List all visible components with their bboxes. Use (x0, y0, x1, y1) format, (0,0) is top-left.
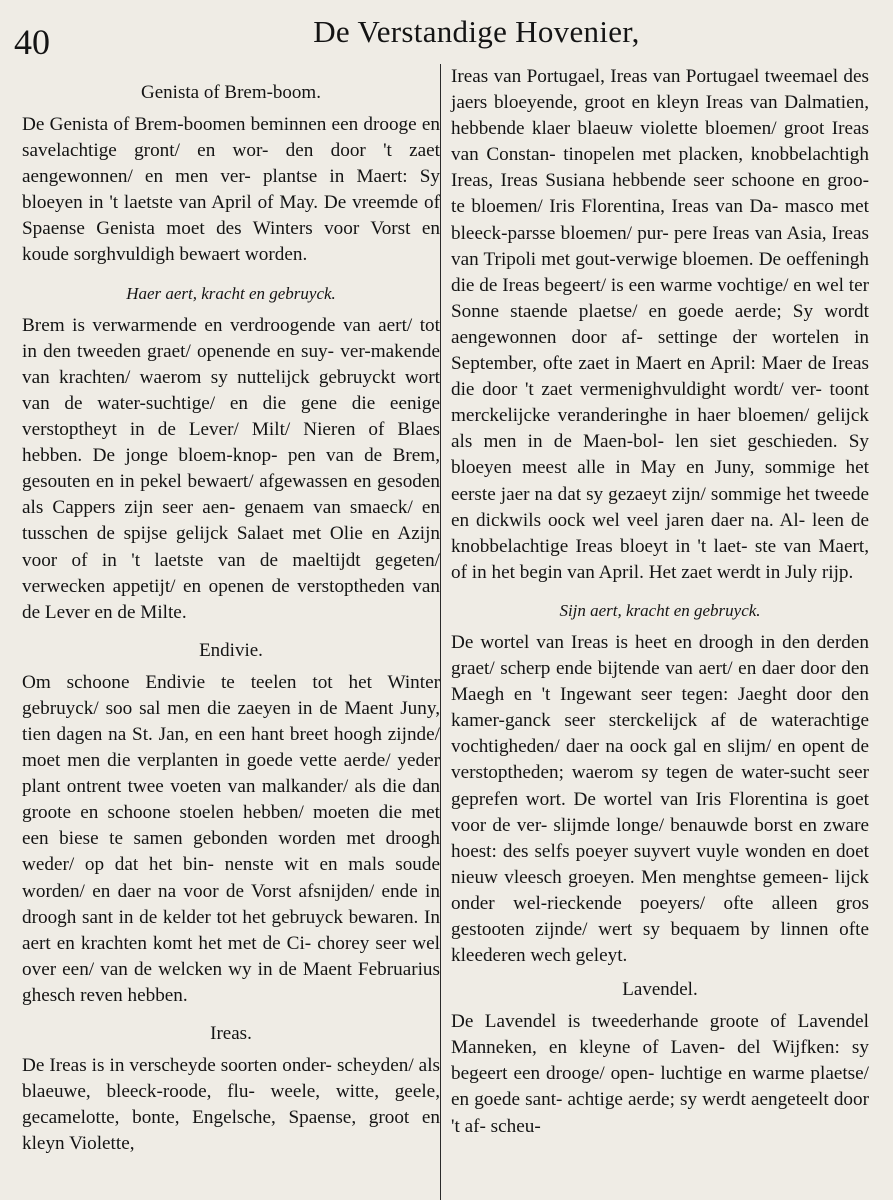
ireas-properties-paragraph: De wortel van Ireas is heet en droogh in den derden graet/ scherp ende bijtende van aert/ en daer door den Maegh en 't Ingewant seer tegen: Jaeght door den kamer-ganck seer sterckelijck af de waterachtige vochtigheden/ daer na oock gal en slijm/ en opent de verstoptheden; waerom sy tegen de water-sucht seer geprefen wort. De wortel van Iris Florentina is goet voor de ver- slijmde longe/ benauwde borst en zware hoest: des selfs poeyer suyvert vuyle wonden en doet nieuw vleesch groeyen. Men menghtse gemeen- lijck onder wel-rieckende poeyers/ ofte alleen gros gestooten zijnde/ wert sy bequaem by linnen ofte kleederen wech geleyt. (451, 631, 869, 967)
endivie-paragraph: Om schoone Endivie te teelen tot het Winter gebruyck/ soo sal men die zaeyen in de Maent Juny, tien dagen na St. Jan, en een hant breet hoogh zijnde/ moet men die verplanten in goede vette aerde/ yeder plant ontrent twee voeten van malkander/ als die dan groote en schoone stoelen hebben/ moeten die met een biese te samen gebonden worden met droogh weder/ op dat het bin- nenste wit en mals soude worden/ en daer na voor de Vorst afsnijden/ ende in droogh sant in de kelder tot het gebruyck bewaren. In aert en krachten komt het met de Ci- chorey seer wel over een/ van de welcken wy in de Maent Februarius ghesch reven hebben. (22, 671, 440, 1006)
ireas-paragraph: De Ireas is in verscheyde soorten onder- scheyden/ als blaeuwe, bleeck-roode, flu- weele, witte, geele, gecamelotte, bonte, Engelsche, Spaense, groot en kleyn Violette, (22, 1055, 440, 1155)
lavendel-paragraph: De Lavendel is tweederhande groote of Lavendel Manneken, en kleyne of Laven- del Wijfken: sy begeert een drooge/ open- luchtige en warme plaetse/ en goede sant- achtige aerde; sy werdt aengeteelt door 't af- scheu- (451, 1011, 869, 1137)
ireas-properties-heading: Sijn aert, kracht en gebruyck. (559, 600, 761, 620)
right-column (451, 64, 869, 1148)
ireas-continued-paragraph: Ireas van Portugael, Ireas van Portugael tweemael des jaers bloeyende, groot en kleyn Ireas van Dalmatien, hebbende klaer blaeuw violette bloemen/ groot Ireas van Constan- tinopelen met placken, knobbelachtigh Ireas, Ireas Susiana hebbende seer schoone en groo- te bloemen/ Iris Florentina, Ireas van Da- masco met bleeck-parsse bloemen/ pur- pere Ireas van Asia, Ireas van Tripoli met gout-verwige bloemen. De oeffeningh die de Ireas begeert/ is een warme vochtige/ en wel ter Sonne staende plaetse/ en goede aerde; Sy wordt aengewonnen door af- settinge der wortelen in September, ofte zaet in Maert en April: Maer de Ireas die door 't zaet vermenighvuldight wordt/ ver- toont merckelijcke veranderinghe in haer bloemen/ gelijck als men in de Maen-bol- len siet geschieden. Sy bloeyen meest alle in May en Juny, sommige het eerste jaer na dat sy gezaeyt zijn/ sommige het tweede en dickwils oock wel veel jaren daer na. Al- leen de knobbelachtige Ireas bloeyt in 't laet- ste van Maert, of in het begin van April. Het zaet werdt in July rijp. (451, 66, 869, 583)
endivie-heading: Endivie. (199, 639, 263, 661)
running-title: De Verstandige Hovenier, (313, 14, 640, 49)
genista-paragraph: De Genista of Brem-boomen beminnen een drooge en savelachtige gront/ en wor- den door 't zaet aengewonnen/ en men ver- plantse in Maert: Sy bloeyen in 't laetste van April of May. De vreemde of Spaense Genista moet des Winters voor Vorst en koude sorghvuldigh bewaert worden. (22, 114, 440, 266)
genista-properties-heading: Haer aert, kracht en gebruyck. (126, 283, 336, 303)
genista-heading: Genista of Brem-boom. (141, 82, 321, 103)
column-divider (440, 64, 441, 1200)
left-column (22, 80, 440, 1169)
lavendel-heading: Lavendel. (622, 979, 698, 1001)
genista-properties-paragraph: Brem is verwarmende en verdroogende van aert/ tot in den tweeden graet/ openende en suy- ver-makende van krachten/ waerom sy nuttelijck gebruyckt wort van de water-suchtige/ en die gene die eenige verstoptheyt in de Lever/ Milt/ Nieren of Blaes hebben. De jonge bloem-knop- pen van de Brem, gesouten en in pekel bewaert/ afgewassen en gesoden als Cappers zijn seer aen- genaem van smaeck/ en tusschen de spijse gelijck Salaet met Olie en Azijn voor of in 't laetste van de maeltijdt gegeten/ verwecken appetijt/ en openen de verstoptheden van de Lever en de Milte. (22, 314, 440, 623)
ireas-heading: Ireas. (210, 1023, 252, 1044)
page-number: 40 (14, 22, 50, 62)
